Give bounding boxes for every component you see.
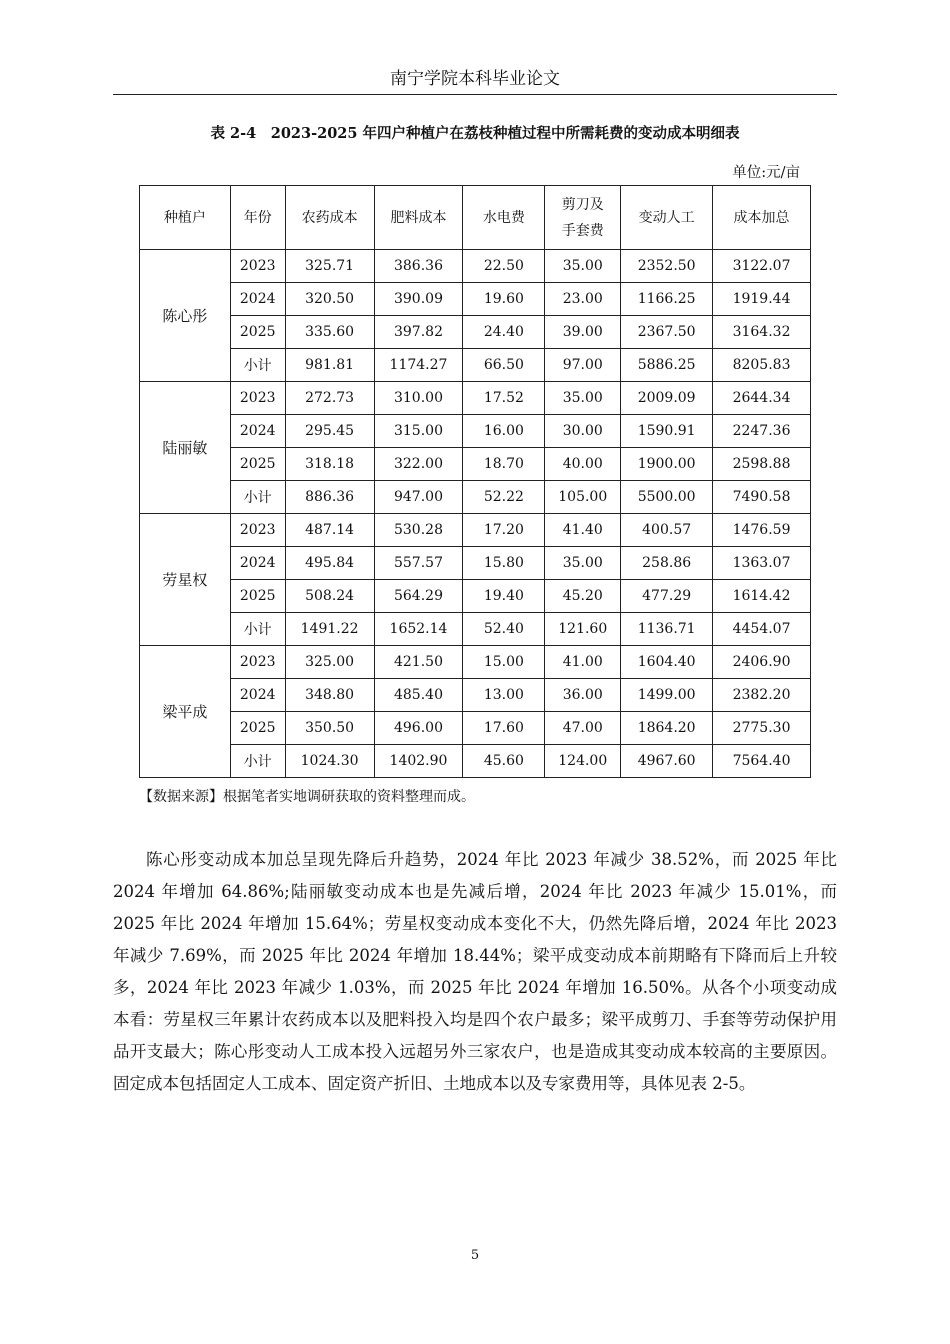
utility-cell: 24.40 xyxy=(463,316,545,349)
total-cell: 3122.07 xyxy=(713,250,811,283)
fertilizer-cell: 947.00 xyxy=(374,481,463,514)
table-row xyxy=(140,382,811,415)
utility-cell: 52.22 xyxy=(463,481,545,514)
utility-cell: 17.60 xyxy=(463,712,545,745)
body-paragraph: 陈心彤变动成本加总呈现先降后升趋势，2024 年比 2023 年减少 38.52%，而 2025 年比 2024 年增加 64.86%;陆丽敏变动成本也是先减后增，2024 年比 2023 年减少 15.01%，而 2025 年比 2024 年增加 15.64%；劳星权变动成本变化不大，仍然先降后增，2024 年比 2023 年减少 7.69%，而 2025 年比 2024 年增加 18.44%；梁平成变动成本前期略有下降而后上升较多，2024 年比 2023 年减少 1.03%，而 2025 年比 2024 年增加 16.50%。从各个小项变动成本看：劳星权三年累计农药成本以及肥料投入均是四个农户最多；梁平成剪刀、手套等劳动保护用品开支最大；陈心彤变动人工成本投入远超另外三家农户，也是造成其变动成本较高的主要原因。固定成本包括固定人工成本、固定资产折旧、土地成本以及专家费用等，具体见表 2-5。 xyxy=(113,850,837,1093)
labor-cell: 1136.71 xyxy=(621,613,713,646)
tools-cell: 39.00 xyxy=(545,316,621,349)
utility-cell: 45.60 xyxy=(463,745,545,778)
year-cell: 小计 xyxy=(230,349,285,382)
pesticide-cell: 335.60 xyxy=(285,316,374,349)
fertilizer-cell: 496.00 xyxy=(374,712,463,745)
year-cell: 2025 xyxy=(230,316,285,349)
year-cell: 2023 xyxy=(230,646,285,679)
year-cell: 2025 xyxy=(230,448,285,481)
utility-cell: 17.52 xyxy=(463,382,545,415)
total-cell: 2406.90 xyxy=(713,646,811,679)
utility-cell: 19.40 xyxy=(463,580,545,613)
total-cell: 2382.20 xyxy=(713,679,811,712)
utility-cell: 15.80 xyxy=(463,547,545,580)
total-cell: 1363.07 xyxy=(713,547,811,580)
table-row xyxy=(140,283,811,316)
utility-cell: 22.50 xyxy=(463,250,545,283)
col-header-total: 成本加总 xyxy=(713,186,811,250)
table-row xyxy=(140,481,811,514)
year-cell: 2023 xyxy=(230,514,285,547)
table-row xyxy=(140,613,811,646)
labor-cell: 2367.50 xyxy=(621,316,713,349)
utility-cell: 52.40 xyxy=(463,613,545,646)
table-row xyxy=(140,745,811,778)
table-row xyxy=(140,580,811,613)
fertilizer-cell: 557.57 xyxy=(374,547,463,580)
fertilizer-cell: 1402.90 xyxy=(374,745,463,778)
total-cell: 8205.83 xyxy=(713,349,811,382)
labor-cell: 477.29 xyxy=(621,580,713,613)
tools-cell: 35.00 xyxy=(545,382,621,415)
pesticide-cell: 495.84 xyxy=(285,547,374,580)
year-cell: 小计 xyxy=(230,481,285,514)
pesticide-cell: 350.50 xyxy=(285,712,374,745)
total-cell: 1476.59 xyxy=(713,514,811,547)
farmer-name-cell: 陈心彤 xyxy=(140,250,231,382)
tools-cell: 41.00 xyxy=(545,646,621,679)
table-row xyxy=(140,316,811,349)
pesticide-cell: 272.73 xyxy=(285,382,374,415)
fertilizer-cell: 397.82 xyxy=(374,316,463,349)
col-header-pesticide: 农药成本 xyxy=(285,186,374,250)
fertilizer-cell: 386.36 xyxy=(374,250,463,283)
total-cell: 2247.36 xyxy=(713,415,811,448)
utility-cell: 17.20 xyxy=(463,514,545,547)
year-cell: 2024 xyxy=(230,547,285,580)
utility-cell: 16.00 xyxy=(463,415,545,448)
pesticide-cell: 325.00 xyxy=(285,646,374,679)
pesticide-cell: 487.14 xyxy=(285,514,374,547)
table-row xyxy=(140,679,811,712)
table-caption: 表 2-4 2023-2025 年四户种植户在荔枝种植过程中所需耗费的变动成本明细表 xyxy=(210,125,740,142)
farmer-name-cell: 劳星权 xyxy=(140,514,231,646)
page-header: 南宁学院本科毕业论文 xyxy=(113,64,837,95)
farmer-name-cell: 梁平成 xyxy=(140,646,231,778)
fertilizer-cell: 1174.27 xyxy=(374,349,463,382)
table-header-row xyxy=(140,186,811,250)
year-cell: 2024 xyxy=(230,415,285,448)
labor-cell: 1864.20 xyxy=(621,712,713,745)
total-cell: 2644.34 xyxy=(713,382,811,415)
page-number: 5 xyxy=(470,1248,480,1263)
col-header-fertilizer: 肥料成本 xyxy=(374,186,463,250)
variable-cost-table xyxy=(139,185,811,778)
labor-cell: 1604.40 xyxy=(621,646,713,679)
year-cell: 2024 xyxy=(230,283,285,316)
fertilizer-cell: 310.00 xyxy=(374,382,463,415)
fertilizer-cell: 421.50 xyxy=(374,646,463,679)
table-unit: 单位:元/亩 xyxy=(732,165,800,181)
col-header-utility: 水电费 xyxy=(463,186,545,250)
total-cell: 7490.58 xyxy=(713,481,811,514)
year-cell: 小计 xyxy=(230,613,285,646)
fertilizer-cell: 315.00 xyxy=(374,415,463,448)
utility-cell: 18.70 xyxy=(463,448,545,481)
total-cell: 4454.07 xyxy=(713,613,811,646)
tools-cell: 23.00 xyxy=(545,283,621,316)
fertilizer-cell: 564.29 xyxy=(374,580,463,613)
tools-cell: 36.00 xyxy=(545,679,621,712)
year-cell: 小计 xyxy=(230,745,285,778)
utility-cell: 15.00 xyxy=(463,646,545,679)
labor-cell: 5500.00 xyxy=(621,481,713,514)
pesticide-cell: 318.18 xyxy=(285,448,374,481)
labor-cell: 1590.91 xyxy=(621,415,713,448)
pesticide-cell: 981.81 xyxy=(285,349,374,382)
table-row xyxy=(140,448,811,481)
table-row xyxy=(140,349,811,382)
labor-cell: 2009.09 xyxy=(621,382,713,415)
labor-cell: 2352.50 xyxy=(621,250,713,283)
table-source-note: 【数据来源】根据笔者实地调研获取的资料整理而成。 xyxy=(139,789,475,805)
fertilizer-cell: 1652.14 xyxy=(374,613,463,646)
total-cell: 2775.30 xyxy=(713,712,811,745)
year-cell: 2023 xyxy=(230,250,285,283)
total-cell: 1919.44 xyxy=(713,283,811,316)
tools-cell: 121.60 xyxy=(545,613,621,646)
tools-cell: 47.00 xyxy=(545,712,621,745)
utility-cell: 19.60 xyxy=(463,283,545,316)
pesticide-cell: 1024.30 xyxy=(285,745,374,778)
pesticide-cell: 348.80 xyxy=(285,679,374,712)
pesticide-cell: 295.45 xyxy=(285,415,374,448)
utility-cell: 66.50 xyxy=(463,349,545,382)
col-header-tools xyxy=(545,186,621,250)
tools-cell: 45.20 xyxy=(545,580,621,613)
tools-cell: 97.00 xyxy=(545,349,621,382)
fertilizer-cell: 485.40 xyxy=(374,679,463,712)
pesticide-cell: 508.24 xyxy=(285,580,374,613)
year-cell: 2023 xyxy=(230,382,285,415)
table-row xyxy=(140,514,811,547)
col-header-tools-line2: 手套费 xyxy=(561,222,604,239)
col-header-farmer: 种植户 xyxy=(140,186,231,250)
labor-cell: 1900.00 xyxy=(621,448,713,481)
labor-cell: 1166.25 xyxy=(621,283,713,316)
utility-cell: 13.00 xyxy=(463,679,545,712)
total-cell: 2598.88 xyxy=(713,448,811,481)
labor-cell: 1499.00 xyxy=(621,679,713,712)
table-row xyxy=(140,547,811,580)
tools-cell: 124.00 xyxy=(545,745,621,778)
year-cell: 2024 xyxy=(230,679,285,712)
labor-cell: 5886.25 xyxy=(621,349,713,382)
pesticide-cell: 320.50 xyxy=(285,283,374,316)
tools-cell: 105.00 xyxy=(545,481,621,514)
labor-cell: 4967.60 xyxy=(621,745,713,778)
labor-cell: 258.86 xyxy=(621,547,713,580)
total-cell: 7564.40 xyxy=(713,745,811,778)
fertilizer-cell: 390.09 xyxy=(374,283,463,316)
col-header-labor: 变动人工 xyxy=(621,186,713,250)
farmer-name-cell: 陆丽敏 xyxy=(140,382,231,514)
col-header-year: 年份 xyxy=(230,186,285,250)
fertilizer-cell: 322.00 xyxy=(374,448,463,481)
year-cell: 2025 xyxy=(230,712,285,745)
table-body xyxy=(140,250,811,778)
total-cell: 3164.32 xyxy=(713,316,811,349)
pesticide-cell: 325.71 xyxy=(285,250,374,283)
tools-cell: 30.00 xyxy=(545,415,621,448)
fertilizer-cell: 530.28 xyxy=(374,514,463,547)
table-row xyxy=(140,415,811,448)
col-header-tools-line1: 剪刀及 xyxy=(561,196,604,213)
year-cell: 2025 xyxy=(230,580,285,613)
tools-cell: 41.40 xyxy=(545,514,621,547)
table-row xyxy=(140,646,811,679)
tools-cell: 40.00 xyxy=(545,448,621,481)
tools-cell: 35.00 xyxy=(545,547,621,580)
table-row xyxy=(140,712,811,745)
labor-cell: 400.57 xyxy=(621,514,713,547)
tools-cell: 35.00 xyxy=(545,250,621,283)
pesticide-cell: 886.36 xyxy=(285,481,374,514)
pesticide-cell: 1491.22 xyxy=(285,613,374,646)
total-cell: 1614.42 xyxy=(713,580,811,613)
table-row xyxy=(140,250,811,283)
